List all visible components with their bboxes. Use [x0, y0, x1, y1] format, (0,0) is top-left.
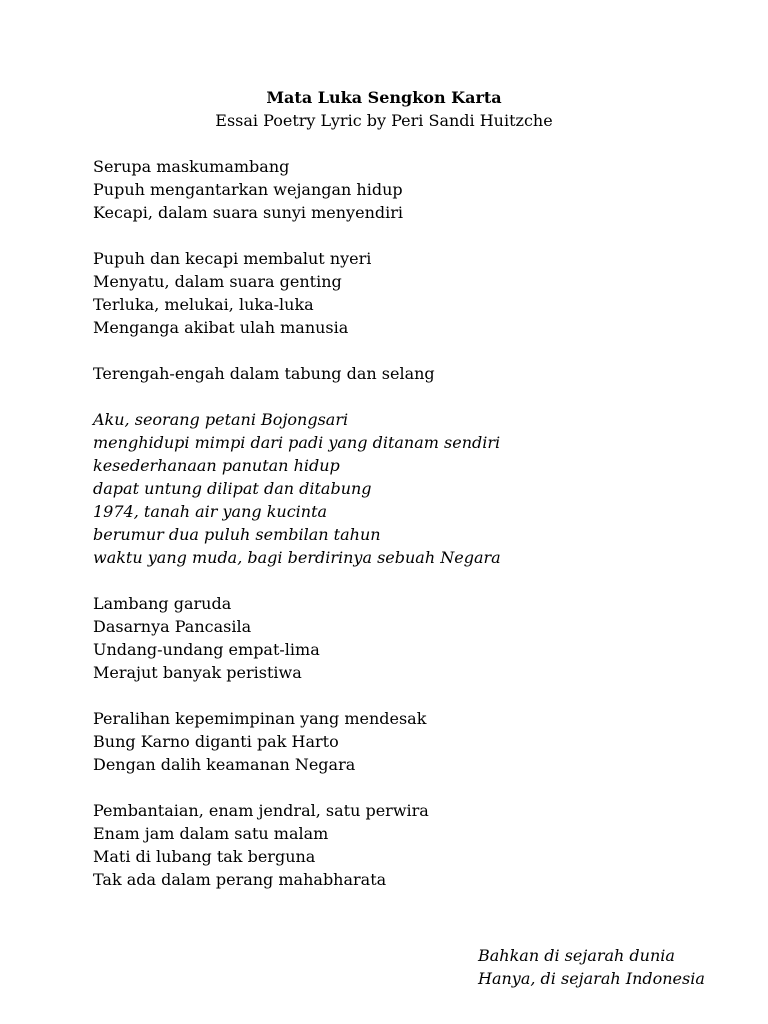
- poem-line: Pupuh dan kecapi membalut nyeri: [93, 249, 372, 268]
- stanza-4-italic: [93, 408, 713, 569]
- closing-line: Hanya, di sejarah Indonesia: [478, 969, 705, 988]
- poem-line: dapat untung dilipat dan ditabung: [93, 479, 372, 498]
- poem-body: [93, 155, 713, 914]
- poem-line: menghidupi mimpi dari padi yang ditanam sendiri: [93, 433, 501, 452]
- poem-line: Mati di lubang tak berguna: [93, 847, 316, 866]
- poem-line: Pembantaian, enam jendral, satu perwira: [93, 801, 429, 820]
- poem-line: Pupuh mengantarkan wejangan hidup: [93, 180, 403, 199]
- poem-line: Kecapi, dalam suara sunyi menyendiri: [93, 203, 403, 222]
- stanza-1: [93, 155, 713, 224]
- poem-line: Menganga akibat ulah manusia: [93, 318, 349, 337]
- poem-line: Tak ada dalam perang mahabharata: [93, 870, 387, 889]
- closing-line: Bahkan di sejarah dunia: [478, 946, 675, 965]
- poem-line: Terengah-engah dalam tabung dan selang: [93, 364, 435, 383]
- stanza-7: [93, 799, 713, 891]
- poem-line: Undang-undang empat-lima: [93, 640, 320, 659]
- stanza-5: [93, 592, 713, 684]
- poem-subtitle: Essai Poetry Lyric by Peri Sandi Huitzche: [215, 111, 553, 130]
- poem-line: berumur dua puluh sembilan tahun: [93, 525, 381, 544]
- poem-line: Dengan dalih keamanan Negara: [93, 755, 356, 774]
- poem-title: Mata Luka Sengkon Karta: [266, 88, 502, 107]
- poem-line: Dasarnya Pancasila: [93, 617, 252, 636]
- poem-line: 1974, tanah air yang kucinta: [93, 502, 328, 521]
- poem-line: Menyatu, dalam suara genting: [93, 272, 342, 291]
- poem-line: Bung Karno diganti pak Harto: [93, 732, 339, 751]
- poem-line: Terluka, melukai, luka-luka: [93, 295, 314, 314]
- poem-line: Enam jam dalam satu malam: [93, 824, 329, 843]
- poem-line: Merajut banyak peristiwa: [93, 663, 302, 682]
- poem-line: Aku, seorang petani Bojongsari: [93, 410, 349, 429]
- poem-line: Serupa maskumambang: [93, 157, 290, 176]
- stanza-2: [93, 247, 713, 339]
- poem-line: Lambang garuda: [93, 594, 232, 613]
- closing-stanza: [478, 944, 705, 990]
- poem-line: Peralihan kepemimpinan yang mendesak: [93, 709, 427, 728]
- poem-line: waktu yang muda, bagi berdirinya sebuah Negara: [93, 548, 501, 567]
- poem-line: kesederhanaan panutan hidup: [93, 456, 340, 475]
- stanza-3: [93, 362, 713, 385]
- stanza-6: [93, 707, 713, 776]
